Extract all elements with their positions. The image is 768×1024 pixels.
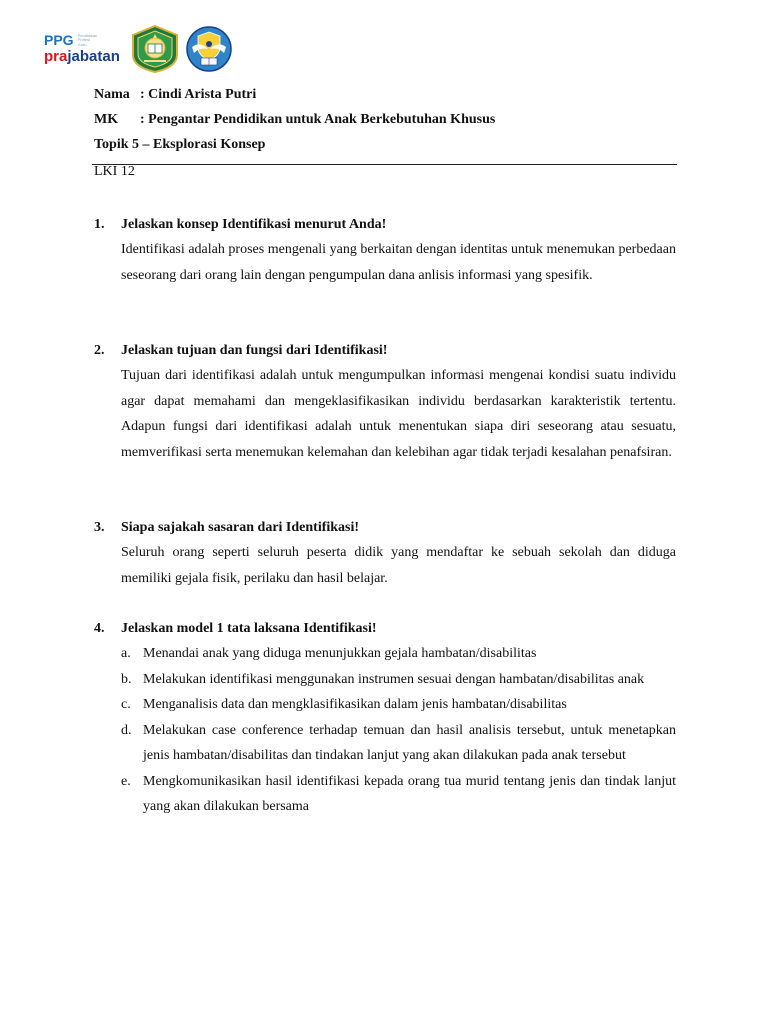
- list-item-text: Melakukan identifikasi menggunakan instrumen sesuai dengan hambatan/disabilitas anak: [143, 671, 645, 687]
- question-text: Jelaskan konsep Identifikasi menurut Anda!: [121, 217, 387, 232]
- nama-label: Nama: [94, 87, 130, 102]
- list-item: [121, 718, 676, 769]
- list-item-text: Menganalisis data dan mengklasifikasikan dalam jenis hambatan/disabilitas: [143, 697, 567, 712]
- question-text: Jelaskan tujuan dan fungsi dari Identifikasi!: [121, 343, 388, 358]
- prajabatan-label: prajabatan: [44, 48, 120, 66]
- answer-text: Tujuan dari identifikasi adalah untuk mengumpulkan informasi mengenai kondisi suatu individu agar dapat memahami dan mengeklasifikasikan individu berdasarkan karakteristik tertentu. Adapun fungsi dari identifikasi adalah untuk menentukan siapa diri seseorang atau sesuatu, memverifikasi serta menemukan kelemahan dan kelebihan agar tidak terjadi kesalahan penafsiran.: [121, 368, 676, 460]
- list-item-text: Menandai anak yang diduga menunjukkan gejala hambatan/disabilitas: [143, 646, 537, 661]
- mk-line: [94, 112, 495, 128]
- question-text: Jelaskan model 1 tata laksana Identifikasi!: [121, 621, 377, 636]
- tut-wuri-handayani-emblem-icon: [184, 25, 234, 73]
- ppg-prajabatan-logo: [44, 33, 120, 66]
- question-3: [94, 515, 676, 591]
- list-item: [121, 641, 676, 667]
- question-number: 1.: [94, 217, 105, 232]
- list-item: [121, 769, 676, 820]
- kemenag-emblem-icon: [130, 25, 180, 73]
- list-item-letter: e.: [121, 773, 131, 789]
- nama-value: : Cindi Arista Putri: [140, 87, 257, 102]
- answer-text: Identifikasi adalah proses mengenali yang berkaitan dengan identitas untuk menemukan perbedaan seseorang dari orang lain dengan pengumpulan dana anlisis informasi yang spesifik.: [121, 242, 676, 283]
- question-text: Siapa sajakah sasaran dari Identifikasi!: [121, 520, 360, 535]
- question-title: [94, 515, 676, 540]
- list-item-text: Mengkomunikasikan hasil identifikasi kepada orang tua murid tentang jenis dan tindak lanjut yang akan dilakukan bersama: [143, 773, 676, 814]
- question-number: 3.: [94, 520, 105, 535]
- list-item-letter: b.: [121, 671, 132, 687]
- list-item-letter: d.: [121, 722, 132, 738]
- list-item: [121, 692, 676, 718]
- question-title: [94, 616, 676, 641]
- topik-heading: Topik 5 – Eksplorasi Konsep: [94, 137, 266, 152]
- mk-value: : Pengantar Pendidikan untuk Anak Berkebutuhan Khusus: [140, 112, 496, 127]
- list-item-letter: c.: [121, 697, 131, 712]
- ppg-label: PPG: [44, 31, 74, 48]
- question-4: [94, 616, 676, 820]
- question-title: [94, 212, 676, 237]
- ppg-small-text: Pendidikan Profesi Guru: [77, 32, 98, 47]
- question-1: [94, 212, 676, 288]
- question-number: 2.: [94, 343, 105, 358]
- header-divider: [92, 164, 677, 165]
- question-number: 4.: [94, 621, 105, 636]
- mk-label: MK: [94, 112, 119, 127]
- nama-line: [94, 87, 256, 103]
- procedure-list: [121, 641, 676, 820]
- list-item-text: Melakukan case conference terhadap temuan dan hasil analisis tersebut, untuk menetapkan jenis hambatan/disabilitas dan tindakan lanjut yang akan dilakukan pada anak tersebut: [143, 722, 676, 763]
- header-logos: [44, 25, 234, 73]
- question-2: [94, 338, 676, 465]
- lki-label: LKI 12: [94, 164, 135, 179]
- list-item-letter: a.: [121, 646, 131, 661]
- answer-text: Seluruh orang seperti seluruh peserta didik yang mendaftar ke sebuah sekolah dan diduga memiliki gejala fisik, perilaku dan hasil belajar.: [121, 545, 676, 586]
- list-item: [121, 667, 676, 693]
- question-title: [94, 338, 676, 363]
